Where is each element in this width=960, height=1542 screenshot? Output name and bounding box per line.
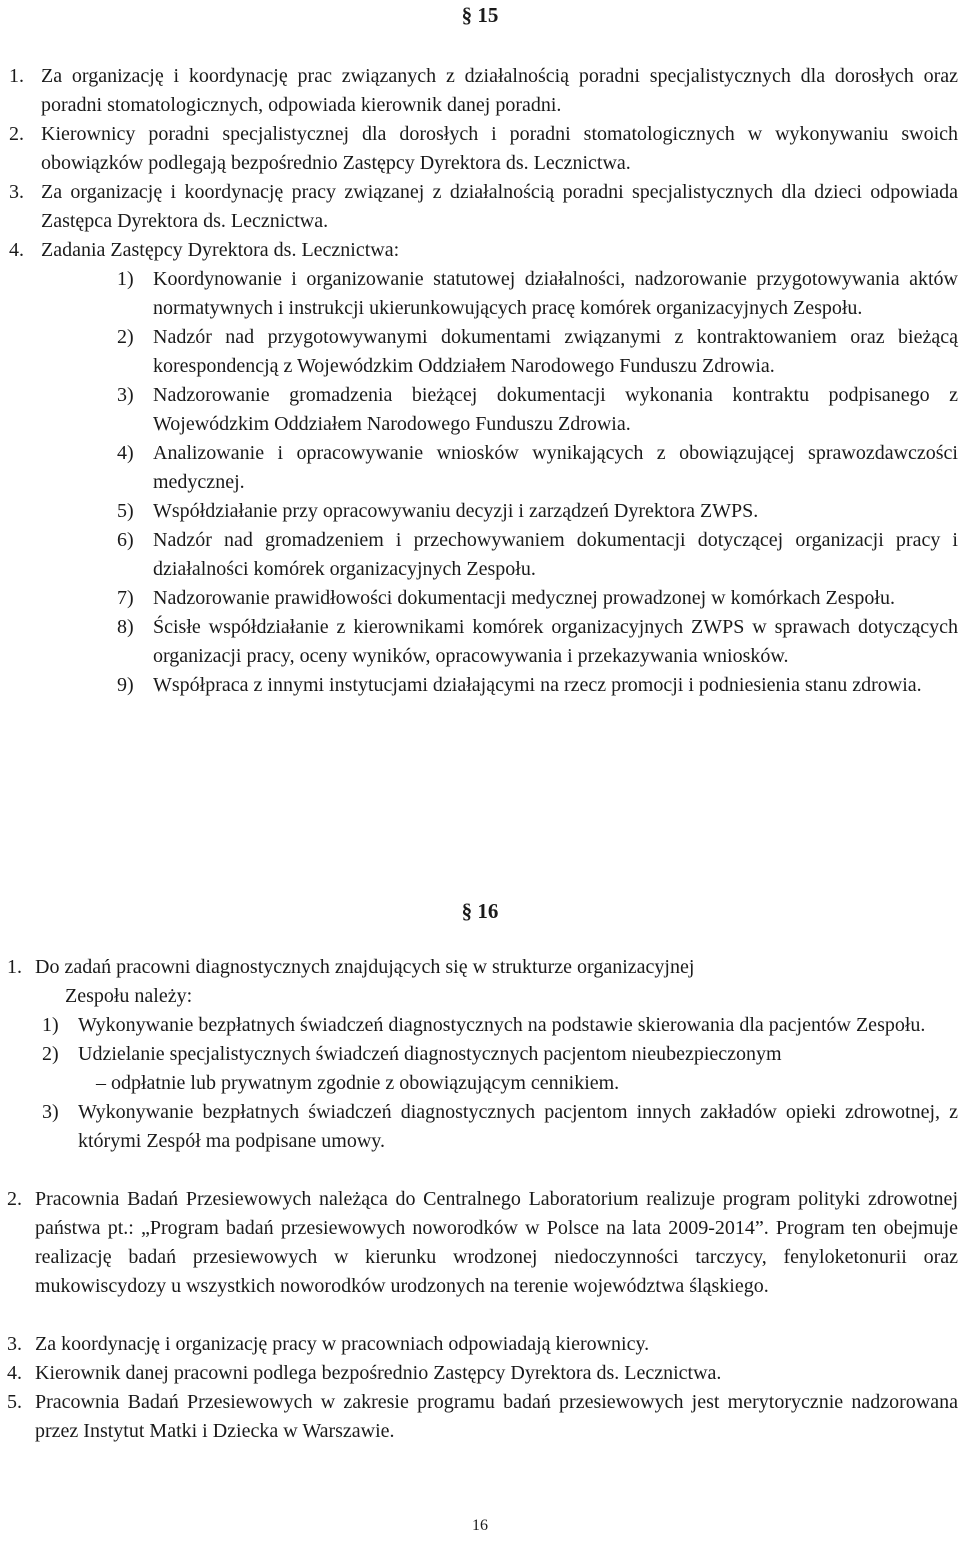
list-item [0, 236, 960, 265]
item-text: Kierownik danej pracowni podlega bezpośrednio Zastępcy Dyrektora ds. Lecznictwa. [35, 1362, 722, 1384]
list-item [0, 120, 960, 178]
item-text: Pracownia Badań Przesiewowych należąca do Centralnego Laboratorium realizuje program polityki zdrowotnej państwa pt.: „Program badań przesiewowych noworodków w Polsce na lata 2009-2014”. Program ten obejmuje realizację badań przesiewowych w kierunku wrodzonej niedoczynności tarczycy, fenyloketonurii oraz mukowiscydozy u wszystkich noworodków urodzonych na terenie województwa śląskiego. [35, 1188, 958, 1297]
item-number: 1. [9, 65, 24, 87]
section-15-heading: § 15 [461, 3, 499, 27]
task-text: Nadzorowanie prawidłowości dokumentacji medycznej prowadzonej w komórkach Zespołu. [153, 587, 895, 609]
section-16-heading: § 16 [461, 899, 499, 923]
item-number: 3. [9, 181, 24, 203]
item-text: Zadania Zastępcy Dyrektora ds. Lecznictwa: [41, 239, 400, 261]
item-number: 5. [7, 1391, 22, 1413]
task-number: 7) [117, 587, 134, 609]
subitem-text: Wykonywanie bezpłatnych świadczeń diagnostycznych pacjentom innych zakładów opieki zdrowotnej, z którymi Zespół ma podpisane umowy. [78, 1101, 958, 1152]
task-text: Nadzór nad przygotowywanymi dokumentami związanymi z kontraktowaniem oraz bieżącą korespondencją z Wojewódzkim Oddziałem Narodowego Funduszu Zdrowia. [153, 326, 958, 377]
item-text: Do zadań pracowni diagnostycznych znajdujących się w strukturze organizacyjnej [35, 956, 695, 978]
task-item [0, 671, 960, 700]
subitem-text-continuation: – odpłatnie lub prywatnym zgodnie z obowiązującym cennikiem. [96, 1072, 620, 1094]
subitem-text: Udzielanie specjalistycznych świadczeń diagnostycznych pacjentom nieubezpieczonym [78, 1043, 782, 1065]
task-number: 3) [117, 384, 134, 406]
task-text: Nadzorowanie gromadzenia bieżącej dokumentacji wykonania kontraktu podpisanego z Wojewódzkim Oddziałem Narodowego Funduszu Zdrowia. [153, 384, 958, 435]
list-item [0, 62, 960, 120]
task-item [0, 265, 960, 323]
task-list [0, 265, 960, 700]
task-text: Współdziałanie przy opracowywaniu decyzji i zarządzeń Dyrektora ZWPS. [153, 500, 759, 522]
task-text: Nadzór nad gromadzeniem i przechowywaniem dokumentacji dotyczącej organizacji pracy i działalności komórek organizacyjnych Zespołu. [153, 529, 958, 580]
task-item [0, 584, 960, 613]
task-number: 1) [117, 268, 134, 290]
task-number: 5) [117, 500, 134, 522]
page-number: 16 [472, 1517, 488, 1534]
section-16-body [0, 953, 960, 1446]
task-number: 4) [117, 442, 134, 464]
list-item [0, 953, 960, 1011]
task-item [0, 381, 960, 439]
task-text: Koordynowanie i organizowanie statutowej działalności, nadzorowanie przygotowywania aktów normatywnych i instrukcji ukierunkowujących pracę komórek organizacyjnych Zespołu. [153, 268, 958, 319]
item-text: Pracownia Badań Przesiewowych w zakresie programu badań przesiewowych jest merytorycznie nadzorowana przez Instytut Matki i Dziecka w Warszawie. [35, 1391, 958, 1442]
subitem-number: 1) [42, 1014, 59, 1036]
item-number: 1. [7, 956, 22, 978]
spacer [0, 1156, 960, 1185]
subitem-list [0, 1011, 960, 1156]
list-item [0, 1388, 960, 1446]
task-text: Analizowanie i opracowywanie wniosków wynikających z obowiązującej sprawozdawczości medycznej. [153, 442, 958, 493]
item-text-continuation: Zespołu należy: [65, 985, 193, 1007]
list-item [0, 1359, 960, 1388]
section-15-body [0, 62, 960, 700]
item-number: 2. [9, 123, 24, 145]
task-number: 6) [117, 529, 134, 551]
item-number: 2. [7, 1188, 22, 1210]
subitem-text: Wykonywanie bezpłatnych świadczeń diagnostycznych na podstawie skierowania dla pacjentów Zespołu. [78, 1014, 926, 1036]
item-number: 4. [7, 1362, 22, 1384]
task-text: Współpraca z innymi instytucjami działającymi na rzecz promocji i podniesienia stanu zdrowia. [153, 674, 922, 696]
item-text: Za organizację i koordynację pracy związanej z działalnością poradni specjalistycznych dla dzieci odpowiada Zastępca Dyrektora ds. Lecznictwa. [41, 181, 958, 232]
task-item [0, 323, 960, 381]
item-number: 3. [7, 1333, 22, 1355]
task-item [0, 613, 960, 671]
item-text: Za organizację i koordynację prac związanych z działalnością poradni specjalistycznych dla dorosłych oraz poradni stomatologicznych, odpowiada kierownik danej poradni. [41, 65, 958, 116]
spacer [0, 1301, 960, 1330]
task-number: 2) [117, 326, 134, 348]
task-text: Ścisłe współdziałanie z kierownikami komórek organizacyjnych ZWPS w sprawach dotyczących organizacji pracy, oceny wyników, opracowywania i przekazywania wniosków. [153, 616, 958, 667]
list-item [0, 178, 960, 236]
item-text: Kierownicy poradni specjalistycznej dla dorosłych i poradni stomatologicznych w wykonywaniu swoich obowiązków podlegają bezpośrednio Zastępcy Dyrektora ds. Lecznictwa. [41, 123, 958, 174]
subitem-number: 2) [42, 1043, 59, 1065]
subitem [0, 1098, 960, 1156]
task-number: 8) [117, 616, 134, 638]
list-item [0, 1330, 960, 1359]
task-number: 9) [117, 674, 134, 696]
list-item [0, 1185, 960, 1301]
subitem [0, 1011, 960, 1040]
task-item [0, 497, 960, 526]
task-item [0, 439, 960, 497]
task-item [0, 526, 960, 584]
item-text: Za koordynację i organizację pracy w pracowniach odpowiadają kierownicy. [35, 1333, 650, 1355]
item-number: 4. [9, 239, 24, 261]
subitem-number: 3) [42, 1101, 59, 1123]
subitem [0, 1040, 960, 1098]
